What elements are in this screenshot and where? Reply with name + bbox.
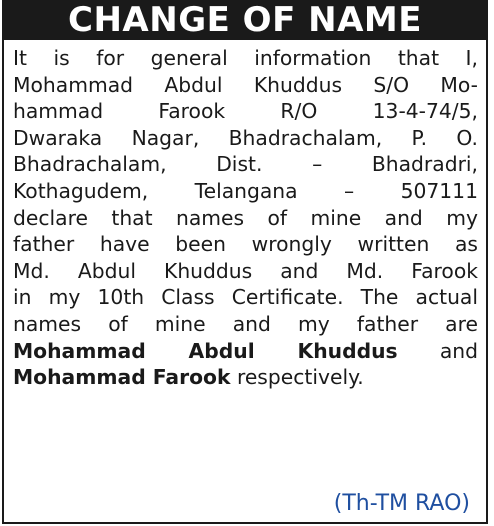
notice-line-final (13, 364, 478, 391)
notice-line: father have been wrongly written as (13, 232, 478, 257)
father-name: Mohammad Farook (13, 365, 231, 390)
notice-title: CHANGE OF NAME (4, 0, 486, 40)
notice-line: names of mine and my father are (13, 311, 478, 336)
signature: (Th-TM RAO) (333, 491, 470, 516)
notice-line: Md. Abdul Khuddus and Md. Farook (13, 258, 478, 283)
notice-line-names (13, 338, 478, 365)
notice-line: in my 10th Class Certificate. The actual (13, 285, 478, 310)
notice-line: Mohammad Abdul Khuddus S/O Mo- (13, 72, 478, 97)
and-word: and (439, 338, 478, 363)
notice-line: Dwaraka Nagar, Bhadrachalam, P. O. (13, 125, 478, 150)
respectively-word: respectively. (236, 365, 364, 390)
notice-line: hammad Farook R/O 13-4-74/5, (13, 99, 478, 124)
notice-line: It is for general information that I, (13, 46, 478, 70)
notice-body (13, 45, 478, 391)
notice-line: Bhadrachalam, Dist. – Bhadradri, (13, 152, 478, 177)
applicant-name: Mohammad Abdul Khuddus (13, 338, 398, 363)
notice-line: Kothagudem, Telangana – 507111 (13, 178, 478, 203)
change-of-name-notice (2, 0, 488, 524)
notice-line: declare that names of mine and my (13, 205, 478, 230)
